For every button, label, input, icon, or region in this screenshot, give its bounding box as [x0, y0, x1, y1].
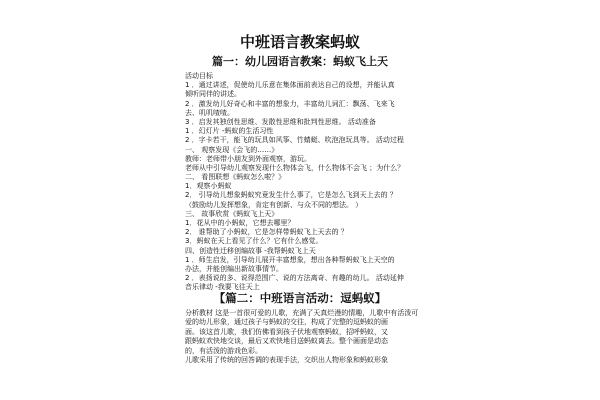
section-two-title: 【篇二：中班语言活动：逗蚂蚁】: [213, 291, 387, 305]
text-line: 倾听同伴的讲述。: [185, 90, 241, 99]
text-line: 儿歌采用了传统的回答调的表现手法，交织出人物形象和蚂蚁形象: [185, 355, 388, 364]
text-line: 3．蚂蚁在天上看见了什么？它有什么感觉。: [185, 237, 323, 246]
text-line: 老师从中引导幼儿观察发现什么物体会飞，什么物体不会飞 ；为什么？: [185, 163, 405, 172]
text-line: 四、创造性迁移创编故事 -我帮蚂蚁飞上天: [185, 246, 316, 255]
text-line: 教师：老师带小朋友到外面观察，游玩。: [185, 154, 311, 163]
section-one-title: 篇一：幼儿园语言教案：蚂蚁飞上天: [212, 55, 388, 68]
section-two-body: [185, 309, 419, 365]
text-line: 跟蚂蚁欢快地交谈，最后又欢快地目送蚂蚁离去。整个画面是动态: [185, 337, 388, 346]
text-line: 2． 谁帮助了小蚂蚁，它是怎样带蚂蚁飞上天去的 ？: [185, 228, 348, 237]
text-line: 分析教材 这是一首很可爱的儿歌，充满了天真烂漫的情趣，儿歌中有活泼可: [185, 309, 419, 317]
text-line: 去、叽叽喳喳。: [185, 108, 234, 117]
text-line: 活动目标: [185, 72, 213, 80]
text-line: 二、 看图联想《蚂蚁怎么啦？》: [185, 173, 286, 182]
page-title: 中班语言教案蚂蚁: [239, 33, 360, 51]
text-line: 1 ．幻灯片 -蚂蚁的生活习性: [185, 127, 274, 136]
text-line: 1．观察小蚂蚁: [185, 182, 232, 191]
text-line: 1 ．通过讲述，促使幼儿乐意在集体面前表达自己的设想，并能认真: [185, 81, 395, 90]
text-line: （鼓励幼儿发挥想象，肯定有创新、与众不同的想法。 ）: [185, 200, 363, 209]
text-line: 音乐律动 -我要飞往天上: [185, 283, 260, 292]
text-line: 爱的幼儿形象，通过孩子与蚂蚁的交往，构成了完整的逗蚂蚁的画: [185, 318, 388, 327]
text-line: 2． 引导幼儿想象蚂蚁究竟发生什么事了，它是怎么飞到天上去的 ？: [185, 191, 397, 200]
text-line: 三、 故事欣赏《蚂蚁飞上天》: [185, 209, 279, 218]
text-line: 2 ．字卡若干，能飞的玩具如风筝、竹蜻蜓、吹泡泡玩具等。 活动过程: [185, 136, 404, 145]
text-line: 的，有活泼的游戏色彩。: [185, 346, 262, 355]
text-line: 2 ．激发幼儿好奇心和丰富的想象力，丰富幼儿词汇：飘荡、飞来飞: [185, 99, 395, 108]
text-line: 3 ．启发其独创性思维、发散性思维和批判性思维。 活动准备: [185, 117, 376, 126]
text-line: 办法，并能创编出新故事情节。: [185, 264, 283, 273]
text-line: 一、 观察发现《会飞的……》: [185, 145, 279, 154]
text-line: 1 ．师生启发，引导幼儿展开丰富想象，想出各种帮蚂蚁飞上天空的: [185, 255, 395, 264]
text-line: 2 ．表扬说的多、说得范围广、说的方法离奇、有趣的幼儿。 活动延伸: [185, 274, 404, 283]
text-line: 1．花从中的小蚂蚁，它想去哪里？: [185, 219, 295, 227]
text-line: 面。该这首儿歌，我们仿佛看到孩子伏地观察蚂蚁，招呼蚂蚁，又: [185, 327, 388, 336]
section-one-body: [185, 72, 415, 293]
